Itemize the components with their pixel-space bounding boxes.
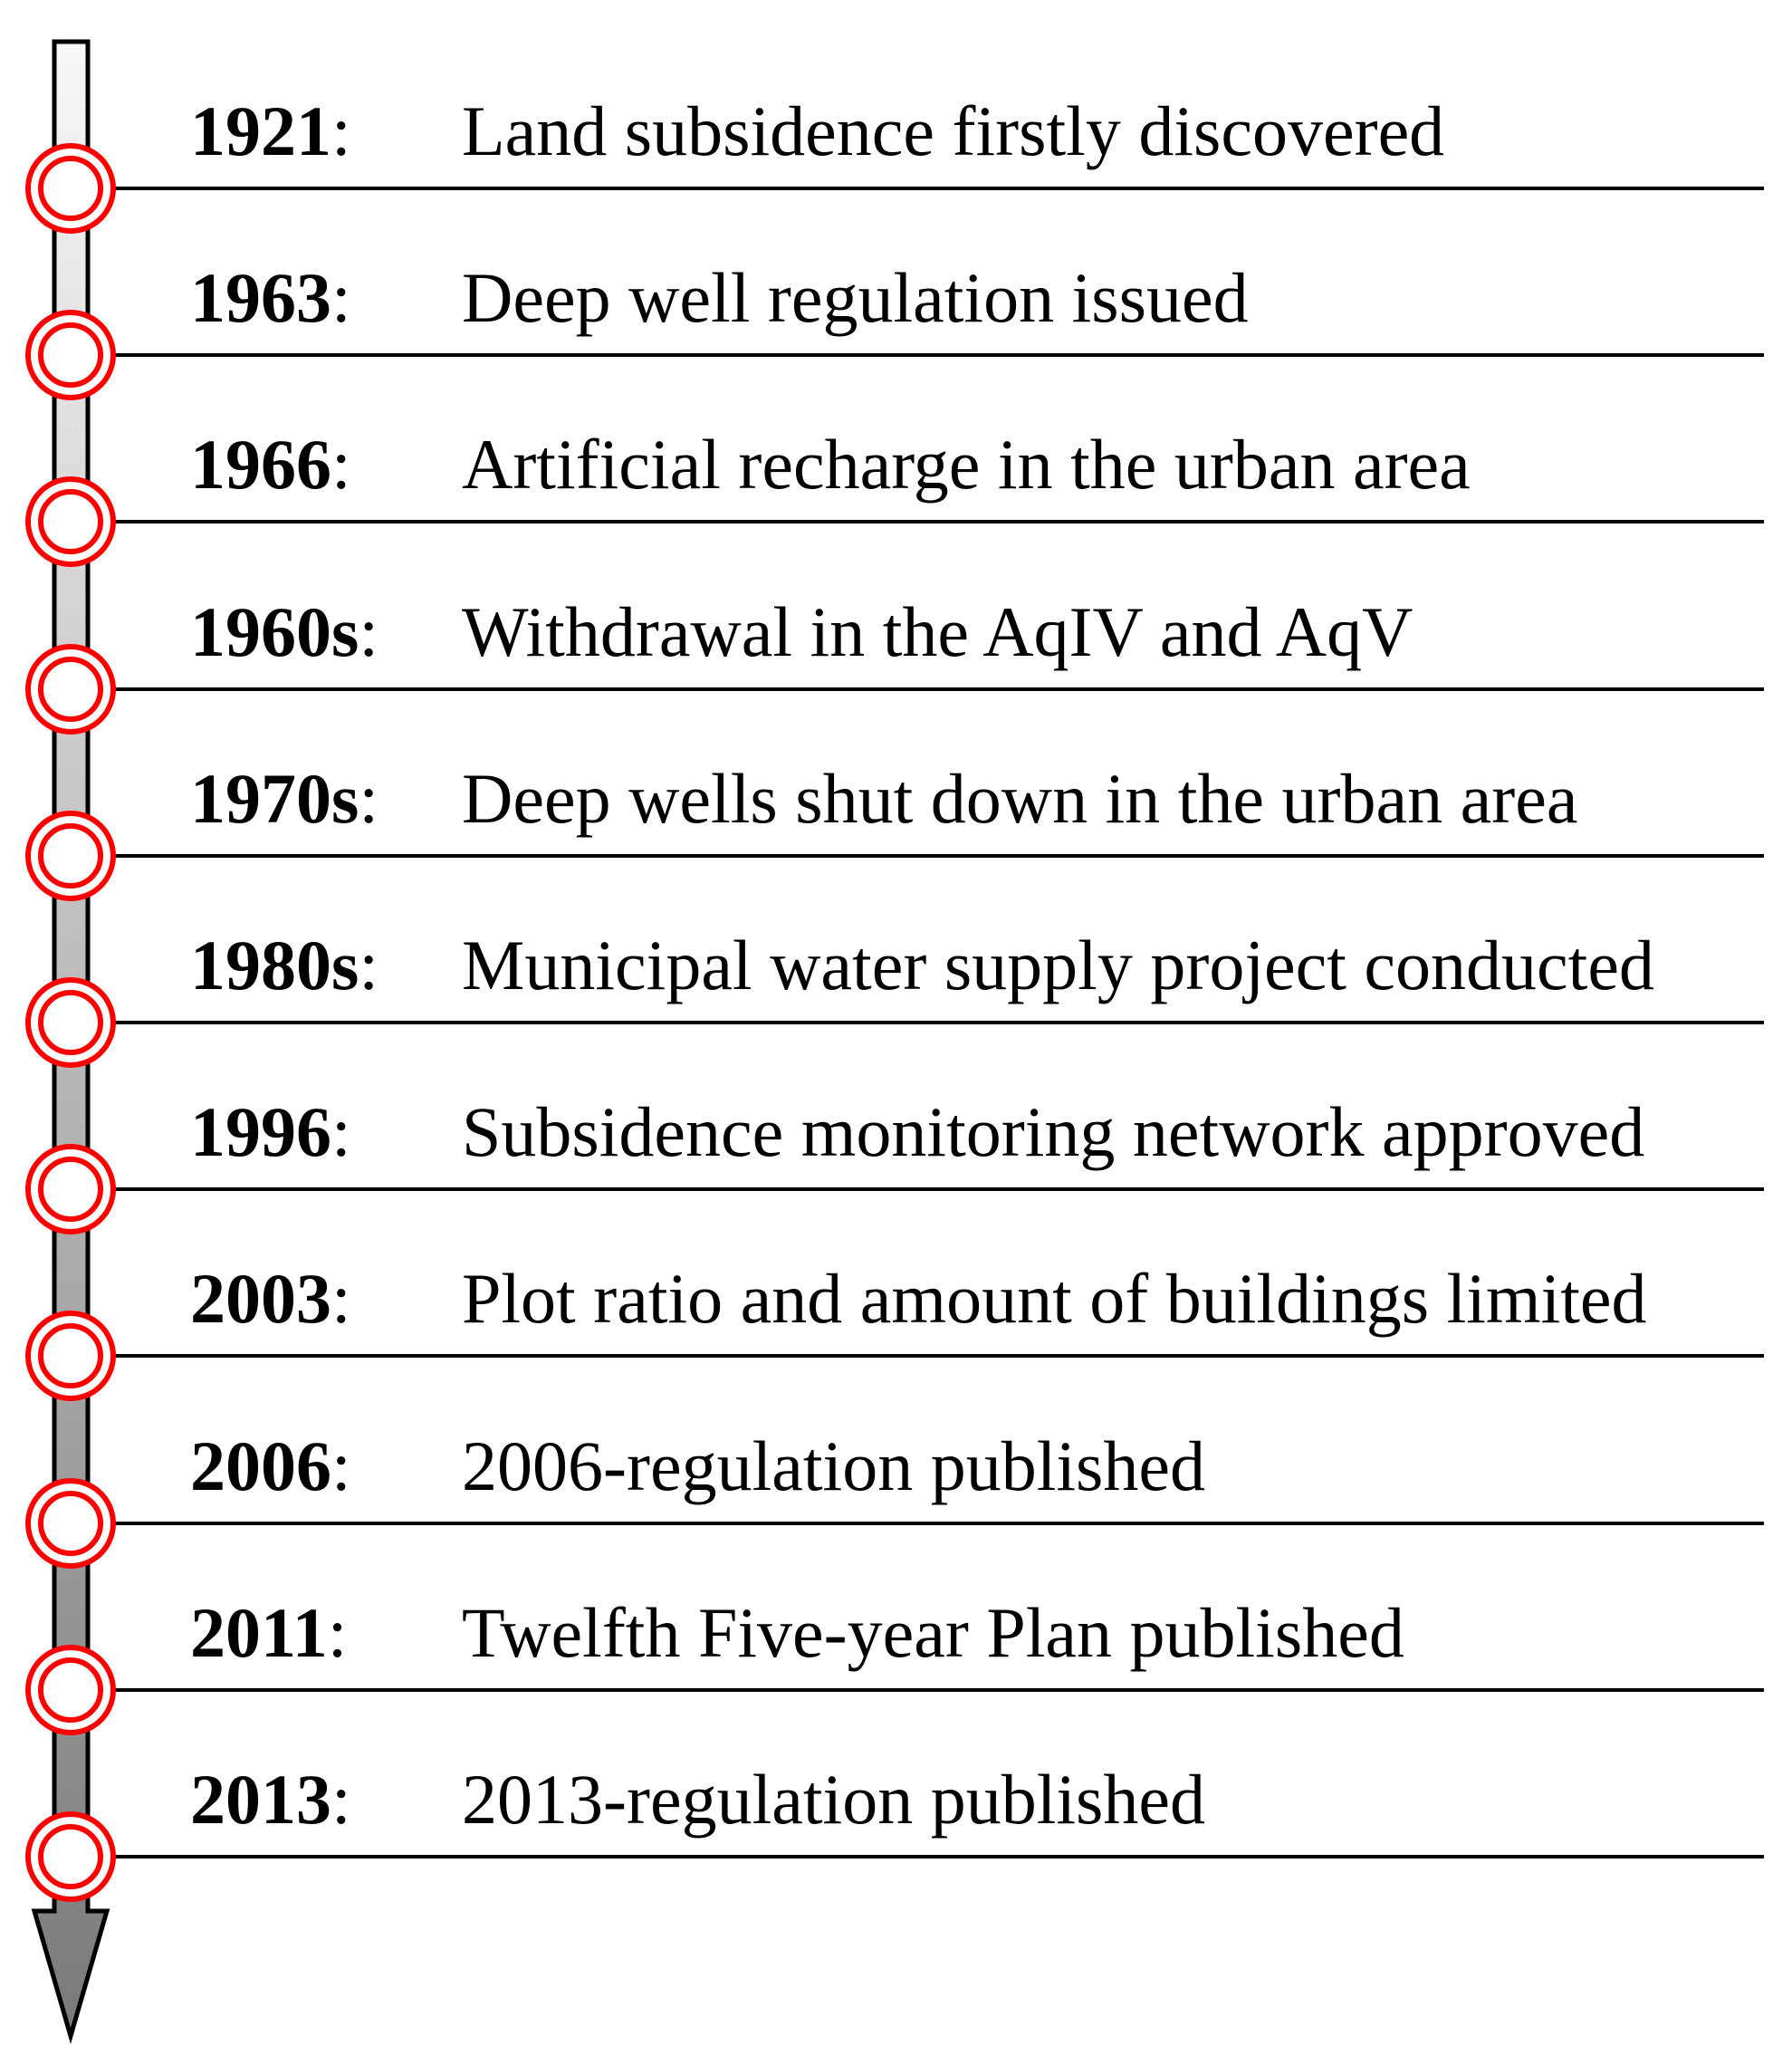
entry-year-value: 1921: [190, 91, 331, 170]
entry-year: 1960s:: [190, 592, 379, 671]
entry-description: Twelfth Five-year Plan published: [462, 1593, 1404, 1672]
timeline-entry: [0, 914, 1792, 1023]
entry-year: 1966:: [190, 425, 351, 504]
entry-description: Land subsidence firstly discovered: [462, 91, 1445, 170]
timeline-entry: [0, 1581, 1792, 1690]
entry-description: Artificial recharge in the urban area: [462, 425, 1471, 504]
timeline-entry: [0, 1415, 1792, 1523]
entry-year-value: 1996: [190, 1092, 331, 1171]
entry-year: 1996:: [190, 1092, 351, 1171]
entry-year-value: 2003: [190, 1259, 331, 1338]
entry-year: 2013:: [190, 1760, 351, 1839]
entry-description: Deep well regulation issued: [462, 258, 1249, 337]
timeline-entry: [0, 747, 1792, 856]
entry-year: 2006:: [190, 1426, 351, 1505]
entry-year-value: 2011: [190, 1593, 328, 1672]
entry-year-value: 2013: [190, 1760, 331, 1839]
entry-year-value: 1970s: [190, 759, 359, 838]
entry-description: Subsidence monitoring network approved: [462, 1092, 1645, 1171]
entry-description: Withdrawal in the AqIV and AqV: [462, 592, 1413, 671]
entry-description: 2006-regulation published: [462, 1426, 1206, 1505]
entry-year-value: 1960s: [190, 592, 359, 671]
timeline-entry: [0, 1081, 1792, 1189]
entry-description: 2013-regulation published: [462, 1760, 1206, 1839]
entry-year: 1970s:: [190, 759, 379, 838]
timeline-entry: [0, 413, 1792, 522]
entry-year-value: 1966: [190, 425, 331, 504]
entry-description: Deep wells shut down in the urban area: [462, 759, 1578, 838]
entry-year-value: 1963: [190, 258, 331, 337]
timeline-entry: [0, 581, 1792, 689]
entry-description: Municipal water supply project conducted: [462, 926, 1654, 1004]
entry-year-value: 2006: [190, 1426, 331, 1505]
timeline-entry: [0, 80, 1792, 188]
entry-description: Plot ratio and amount of buildings limited: [462, 1259, 1647, 1338]
entry-year: 1921:: [190, 91, 351, 170]
entry-year: 1963:: [190, 258, 351, 337]
entry-year-value: 1980s: [190, 926, 359, 1004]
timeline-entry: [0, 1748, 1792, 1857]
timeline-entry: [0, 246, 1792, 355]
entry-year: 1980s:: [190, 926, 379, 1004]
entry-year: 2003:: [190, 1259, 351, 1338]
timeline-entry: [0, 1247, 1792, 1356]
entry-year: 2011:: [190, 1593, 348, 1672]
